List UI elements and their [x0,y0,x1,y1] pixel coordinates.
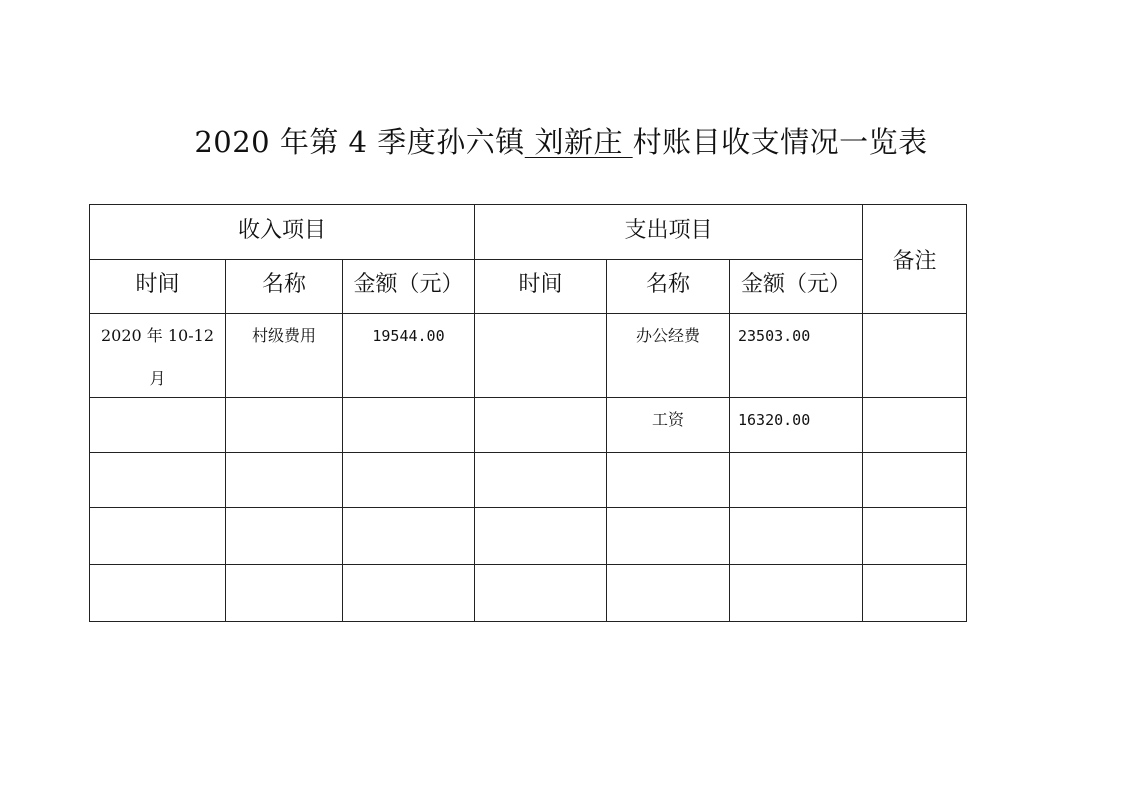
income-amount-header: 金额（元） [343,260,475,314]
remark-cell [863,314,967,398]
income-name-header: 名称 [226,260,343,314]
group-header-row [90,205,967,260]
expense-time-cell [475,314,607,398]
table-row [90,508,967,565]
expense-time-header: 时间 [475,260,607,314]
income-amount-cell [343,508,475,565]
title-prefix: 2020 年第 4 季度孙六镇 [194,125,525,159]
table-row [90,565,967,622]
expense-name-cell [607,508,730,565]
remark-cell [863,565,967,622]
expense-name-cell: 工资 [607,398,730,453]
income-time-cell [90,314,226,398]
table-row [90,398,967,453]
remark-cell [863,453,967,508]
expense-amount-cell [730,508,863,565]
income-name-cell [226,453,343,508]
income-time-cell [90,565,226,622]
expense-amount-cell [730,453,863,508]
ledger-table [89,204,967,622]
income-amount-cell [343,398,475,453]
income-name-cell [226,508,343,565]
table-row [90,453,967,508]
remark-header: 备注 [863,205,967,314]
income-amount-cell [343,565,475,622]
remark-cell [863,508,967,565]
expense-amount-cell: 23503.00 [730,314,863,398]
income-group-header: 收入项目 [90,205,475,260]
expense-name-cell: 办公经费 [607,314,730,398]
expense-name-header: 名称 [607,260,730,314]
expense-time-cell [475,508,607,565]
expense-amount-cell: 16320.00 [730,398,863,453]
expense-time-cell [475,565,607,622]
expense-amount-cell [730,565,863,622]
column-header-row [90,260,967,314]
income-time-cell [90,398,226,453]
income-name-cell [226,565,343,622]
income-time-line2: 月 [149,369,166,388]
remark-cell [863,398,967,453]
income-amount-cell: 19544.00 [343,314,475,398]
title-village-name: 刘新庄 [524,125,633,159]
expense-name-cell [607,565,730,622]
income-name-cell [226,398,343,453]
expense-time-cell [475,398,607,453]
income-time-cell [90,508,226,565]
income-amount-cell [343,453,475,508]
expense-group-header: 支出项目 [475,205,863,260]
income-time-cell [90,453,226,508]
income-time-header: 时间 [90,260,226,314]
expense-name-cell [607,453,730,508]
document-title [0,122,1122,162]
income-time-line1: 2020 年 10-12 [100,326,215,345]
title-suffix: 村账目收支情况一览表 [632,125,928,159]
expense-amount-header: 金额（元） [730,260,863,314]
income-name-cell: 村级费用 [226,314,343,398]
expense-time-cell [475,453,607,508]
table-row [90,314,967,398]
